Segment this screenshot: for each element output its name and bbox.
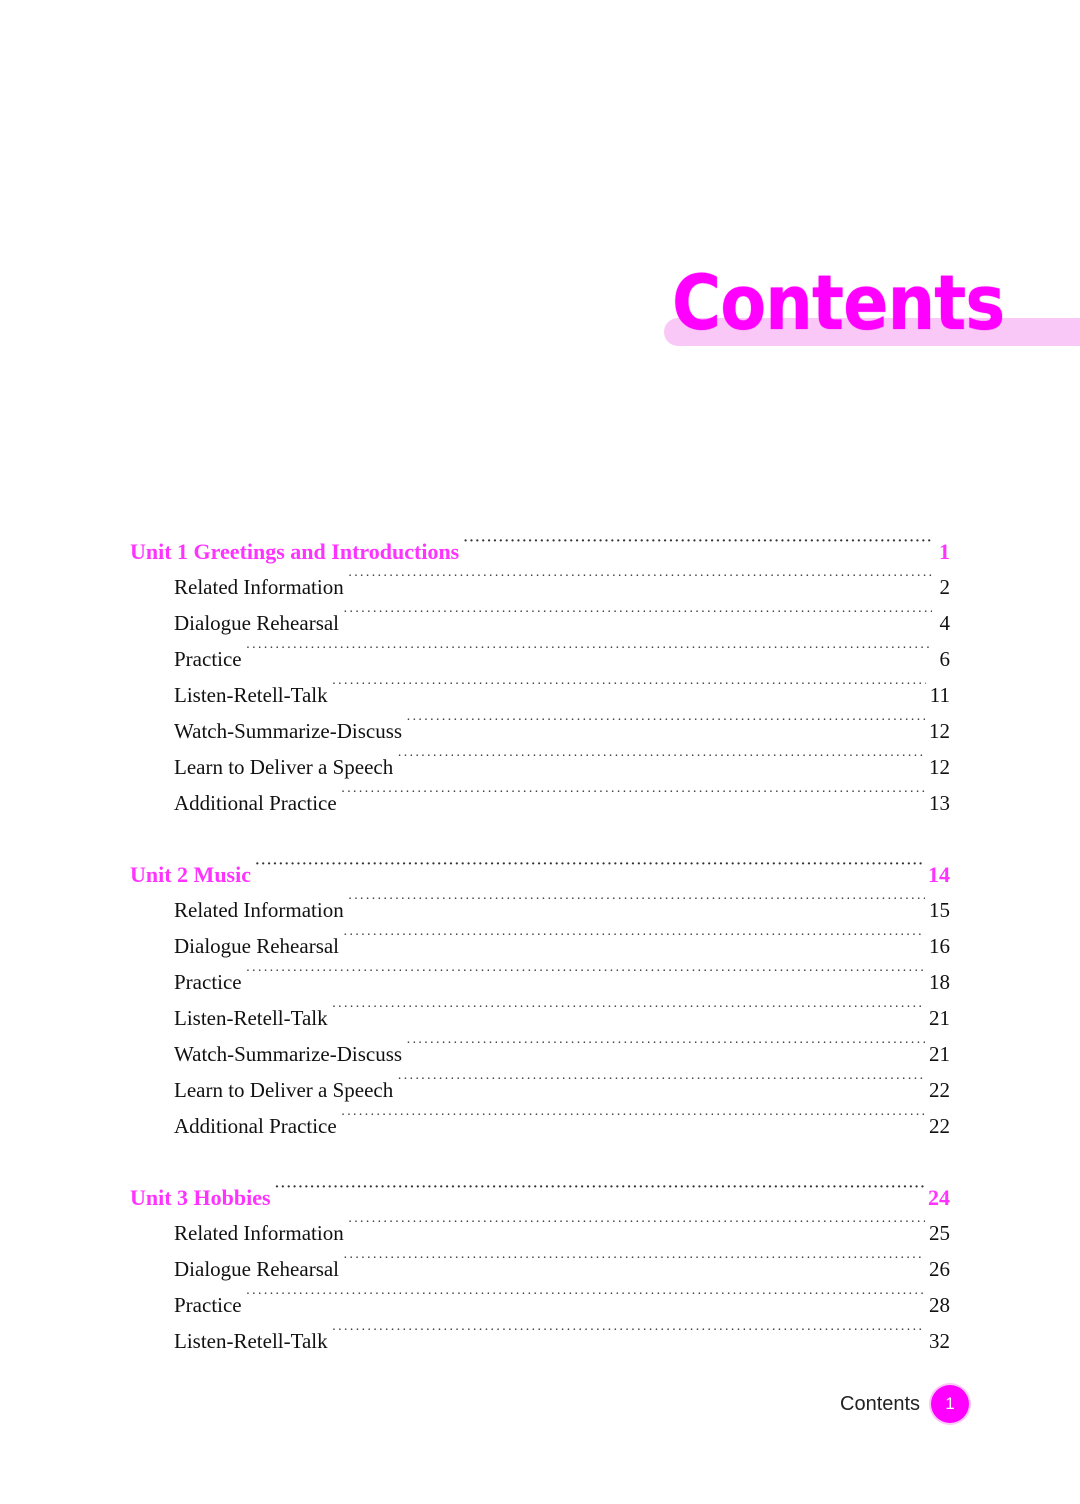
toc-item-label: Practice (174, 1293, 242, 1317)
toc-item[interactable] (174, 995, 950, 1030)
toc-item[interactable] (174, 1103, 950, 1138)
dot-leader (343, 923, 925, 953)
toc-item-label: Learn to Deliver a Speech (174, 755, 394, 779)
toc-page-number: 26 (929, 1257, 950, 1281)
dot-leader (343, 600, 932, 630)
toc-page-number: 15 (929, 898, 950, 922)
toc-page-number: 25 (929, 1221, 950, 1245)
dot-leader (332, 672, 926, 702)
toc-page-number: 21 (929, 1042, 950, 1066)
dot-leader (275, 1175, 924, 1205)
toc-page-number: 6 (939, 647, 950, 671)
footer-section-label: Contents (840, 1393, 921, 1415)
dot-leader (397, 744, 925, 774)
toc-item-label: Practice (174, 970, 242, 994)
toc-page-number: 4 (939, 611, 950, 635)
toc-item[interactable] (174, 780, 950, 815)
toc-unit-1[interactable] (130, 529, 950, 564)
toc-item-label: Dialogue Rehearsal (174, 611, 340, 635)
toc-item-label: Practice (174, 647, 242, 671)
toc-unit-3[interactable] (130, 1175, 950, 1210)
dot-leader (332, 995, 925, 1025)
toc-item[interactable] (174, 923, 950, 958)
toc-item[interactable] (174, 672, 950, 707)
toc-item[interactable] (174, 1282, 950, 1317)
toc-item[interactable] (174, 744, 950, 779)
toc-item[interactable] (174, 1210, 950, 1245)
toc-item-label: Dialogue Rehearsal (174, 1257, 340, 1281)
dot-leader (341, 1103, 925, 1133)
toc-page-number: 22 (929, 1114, 950, 1138)
toc-page-number: 16 (929, 934, 950, 958)
toc-item[interactable] (174, 1067, 950, 1102)
toc-page-number: 32 (929, 1329, 950, 1353)
dot-leader (348, 564, 932, 594)
toc-item-label: Additional Practice (174, 1114, 337, 1138)
toc-item-label: Listen-Retell-Talk (174, 683, 328, 707)
toc-item[interactable] (174, 1318, 950, 1353)
page-title: Contents (672, 258, 1005, 347)
dot-leader (463, 529, 932, 559)
toc-item[interactable] (174, 600, 950, 635)
toc-item-label: Listen-Retell-Talk (174, 1329, 328, 1353)
toc-item[interactable] (174, 708, 950, 743)
toc-item[interactable] (174, 1031, 950, 1066)
toc-page-number: 14 (928, 862, 950, 887)
dot-leader (406, 708, 925, 738)
toc-page-number: 18 (929, 970, 950, 994)
toc-unit-title: Unit 3 Hobbies (130, 1185, 271, 1210)
toc-item[interactable] (174, 887, 950, 922)
toc-page-number: 12 (929, 719, 950, 743)
toc-unit-title: Unit 1 Greetings and Introductions (130, 539, 460, 564)
dot-leader (255, 852, 924, 882)
dot-leader (332, 1318, 925, 1348)
toc-page-number: 2 (939, 575, 950, 599)
toc-page-number: 13 (929, 791, 950, 815)
dot-leader (397, 1067, 925, 1097)
toc-item[interactable] (174, 636, 950, 671)
toc-item-label: Watch-Summarize-Discuss (174, 719, 403, 743)
dot-leader (343, 1246, 925, 1276)
dot-leader (246, 959, 925, 989)
toc-item-label: Learn to Deliver a Speech (174, 1078, 394, 1102)
toc-item-label: Related Information (174, 1221, 344, 1245)
toc-item-label: Additional Practice (174, 791, 337, 815)
toc-page-number: 12 (929, 755, 950, 779)
toc-unit-2[interactable] (130, 852, 950, 887)
toc-page-number: 11 (929, 683, 950, 707)
dot-leader (406, 1031, 925, 1061)
toc-unit-title: Unit 2 Music (130, 862, 251, 887)
dot-leader (246, 1282, 925, 1312)
toc-item-label: Dialogue Rehearsal (174, 934, 340, 958)
dot-leader (348, 1210, 925, 1240)
toc-item[interactable] (174, 959, 950, 994)
page-number-badge: 1 (931, 1385, 969, 1423)
toc-page-number: 1 (939, 539, 950, 564)
toc-item-label: Listen-Retell-Talk (174, 1006, 328, 1030)
toc-item[interactable] (174, 1246, 950, 1281)
toc-item-label: Related Information (174, 898, 344, 922)
toc-item-label: Related Information (174, 575, 344, 599)
dot-leader (341, 780, 925, 810)
toc-page-number: 28 (929, 1293, 950, 1317)
dot-leader (246, 636, 932, 666)
toc-page-number: 21 (929, 1006, 950, 1030)
toc-item[interactable] (174, 564, 950, 599)
toc-page-number: 24 (928, 1185, 950, 1210)
toc-page-number: 22 (929, 1078, 950, 1102)
dot-leader (348, 887, 925, 917)
toc-item-label: Watch-Summarize-Discuss (174, 1042, 403, 1066)
